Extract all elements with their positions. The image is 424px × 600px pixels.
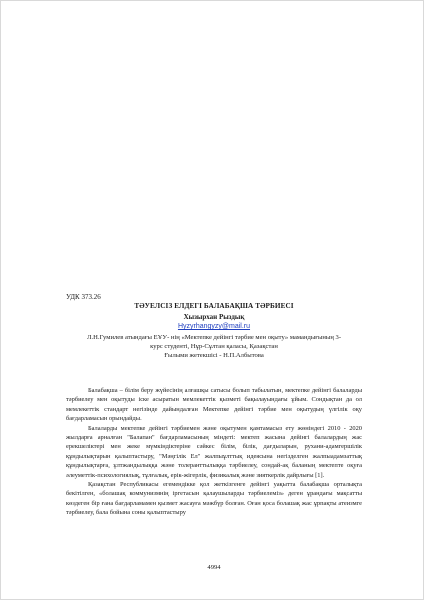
author-email-link[interactable]: Hyzyrhangyzy@mail.ru <box>177 323 251 330</box>
affiliation-line-1: Л.Н.Гумилев атындағы ЕҰУ- нің «Мектепке дейінгі тәрбие мен оқыту» мамандығының 3- <box>86 334 342 341</box>
udk-code: УДК 373.26 <box>66 293 101 301</box>
paragraph-1: Балабақша – білім беру жүйесінің алғашқы сатысы болып табылатын, мектепке дейінгі балаларды тәрбиелеу мен оқытуды іске асыратын мемлекеттік қызметі бақылауындағы ұйым. Сондықтан да ол мемлекеттік стандарт негізінде дайындалған Мектепке дейінгі тәрбие мен оқытудың үлгілік оқу бағдарламасын орындайды. <box>66 387 362 423</box>
page-number: 4994 <box>207 564 221 571</box>
body-text <box>66 386 362 518</box>
affiliation-line-2: курс студенті, Нұр-Сұлтан қаласы, Қазақстан <box>150 343 278 350</box>
author-name: Хызырхан Рыздық <box>183 313 245 321</box>
paragraph-2: Балаларды мектепке дейінгі тәрбиемен және оқытумен қамтамасыз ету жөніндегі 2010 - 2020 жылдарға арналған "Балапан" бағдарламасының міндеті: мектеп жасына дейінгі балалардың жас ерекшеліктері мен жеке мүмкіндіктеріне сәйкес білім, білік, дағдыларын, рухани-адамгершілік құндылықтарын қалыптастыру, "Мәңгілік Ел" жалпыұлттық идеясына негізделген жалпыадамзаттық құндылықтарға, ұлтжандылыққа және толеранттылыққа тәрбиелеу, сондай-ақ баланың мектепте оқуға әлеуметтік-психологиялық, тұлғалық, ерік-жігерлік, физикалық және зияткерлік дайрлығы [1]. <box>66 424 362 479</box>
affiliation-line-3: Ғылыми жетекшісі - Н.П.Албытова <box>164 352 264 359</box>
author-affiliation <box>66 333 362 360</box>
paper-title: ТӘУЕЛСІЗ ЕЛДЕГІ БАЛАБАҚША ТӘРБИЕСІ <box>134 302 294 310</box>
paragraph-3: Қазақстан Республикасы егемендікке қол жеткізгенге дейінгі уақытта балабақша орталықта бекітілген, «болашақ коммунизмнің іргетасын қалаушыларды тәрбиелеміз» деген ұрандағы мақсатты көздеген бір ғана бағдарламамен қызмет жасауға мәжбүр болған. Оған қоса болашақ жас ұрпақты атеизмге тәрбиелеу, бала бойына соны қалыптастыру <box>66 481 362 517</box>
